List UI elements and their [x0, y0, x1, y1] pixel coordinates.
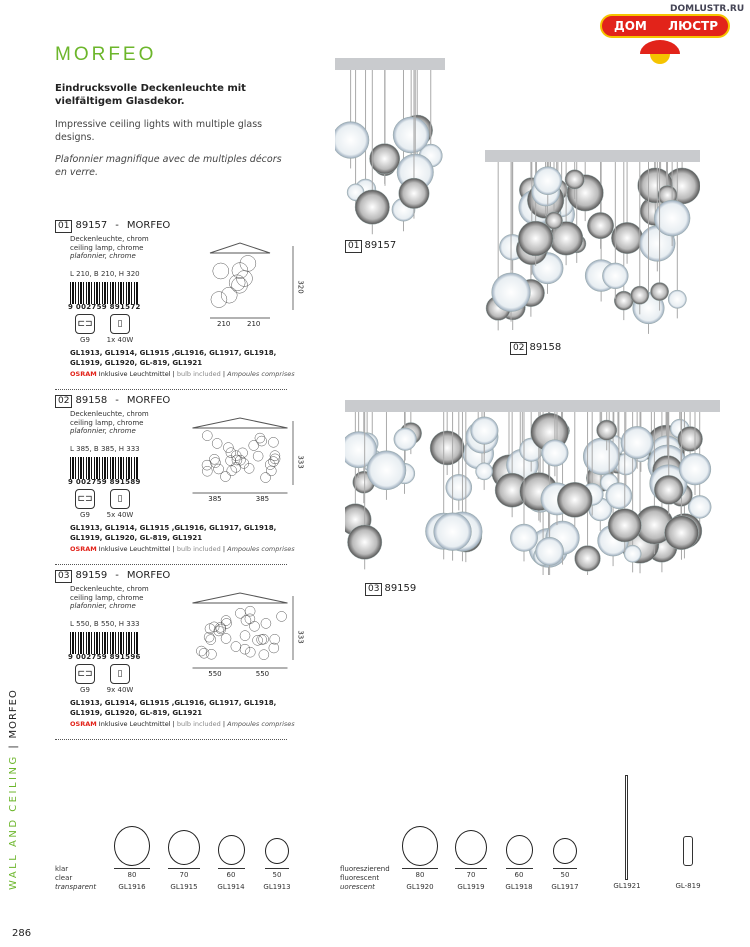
size-line: [265, 868, 289, 869]
product-entry: [55, 220, 305, 390]
brand-logo: [600, 14, 730, 38]
type-de: klar: [55, 865, 69, 873]
glass-ball-80: [114, 826, 150, 866]
glass-ball-50: [265, 838, 289, 864]
sketch-ball: [259, 650, 269, 660]
bulb-icon: ▯: [110, 314, 130, 334]
size-line: [402, 868, 438, 869]
sketch-ball: [199, 648, 209, 658]
glass-ball: [370, 144, 400, 174]
compatible-bulbs: GL1913, GL1914, GL1915 ,GL1916, GL1917, GL1918, GL1919, GL1920, GL-819, GL1921: [70, 699, 277, 717]
size-line: [168, 868, 200, 869]
sketch-ball: [240, 644, 250, 654]
glass-ball: [510, 524, 537, 551]
product-photo: [335, 58, 445, 238]
product-number: 02: [55, 395, 72, 408]
sketch-ball: [202, 431, 212, 441]
photo-number: 02: [510, 342, 527, 355]
glass-ball: [665, 516, 699, 550]
bulb-icon: ▯: [110, 489, 130, 509]
glass-ball: [606, 483, 632, 509]
sketch-ball: [231, 462, 241, 472]
sketch-ball: [227, 466, 237, 476]
glass-code: GL1915: [170, 883, 198, 891]
desc-de: Deckenleuchte, chrom: [70, 585, 149, 593]
sketch-ball: [268, 437, 278, 447]
sketch-ball: [253, 451, 263, 461]
product-description: [70, 585, 149, 611]
product-heading: [55, 220, 170, 233]
glass-ball: [654, 475, 683, 504]
desc-en: ceiling lamp, chrome: [70, 593, 144, 602]
glass-ball: [534, 167, 562, 195]
glass-ball-60: [506, 835, 533, 865]
dim-width-1: 550: [208, 670, 222, 678]
dim-width-2: 210: [247, 320, 261, 328]
heading-separator: -: [115, 220, 119, 231]
sketch-canopy: [210, 243, 270, 253]
sketch-ball: [221, 633, 231, 643]
product-dimensions: L 385, B 385, H 333: [70, 445, 140, 453]
glass-ball: [575, 546, 601, 572]
glass-size: 50: [560, 871, 570, 879]
osram-fr: Ampoules comprises: [227, 720, 295, 728]
barcode-number: 9 002759 891572: [68, 303, 141, 311]
glass-ball: [492, 273, 531, 312]
glass-ball: [393, 117, 429, 153]
sketch-ball: [202, 460, 212, 470]
cylinder-code: GL-819: [675, 882, 701, 890]
logo-text-left: ДОМ: [614, 19, 647, 33]
glass-size: 60: [226, 871, 236, 879]
lamp-canopy: [335, 58, 445, 70]
lamp-canopy: [345, 400, 720, 412]
logo-lamp-icon: [640, 40, 680, 54]
intro-en: Impressive ceiling lights with multiple glass designs.: [55, 119, 263, 143]
glass-ball: [602, 263, 628, 289]
product-name: MORFEO: [126, 220, 171, 231]
type-en: clear: [55, 874, 73, 882]
photo-label: [510, 342, 561, 355]
logo-text-right: ЛЮСТР: [668, 19, 718, 33]
sketch-ball: [220, 472, 230, 482]
osram-de: Inklusive Leuchtmittel: [98, 370, 171, 378]
glass-size: 80: [415, 871, 425, 879]
glass-code: GL1913: [263, 883, 291, 891]
product-entry: [55, 395, 305, 565]
product-description: [70, 235, 149, 261]
glass-ball-80: [402, 826, 438, 866]
glass-ball: [597, 420, 617, 440]
side-sep: |: [8, 744, 19, 749]
type-fr: transparent: [55, 883, 97, 891]
sketch-ball: [212, 438, 222, 448]
lamp-canopy: [485, 150, 700, 162]
glass-ball: [536, 537, 564, 565]
glass-code: GL1914: [217, 883, 245, 891]
photo-number: 03: [365, 583, 382, 596]
dim-height: 320: [296, 280, 305, 294]
glass-code: GL1918: [505, 883, 533, 891]
desc-en: ceiling lamp, chrome: [70, 243, 144, 252]
sketch-ball: [202, 466, 212, 476]
glass-cylinder: [683, 836, 693, 866]
glass-ball: [614, 291, 633, 310]
sketch-ball: [245, 647, 255, 657]
sketch-ball: [249, 440, 259, 450]
glass-size: 80: [127, 871, 137, 879]
glass-size: 60: [514, 871, 524, 879]
glass-ball: [650, 282, 668, 300]
barcode: [70, 632, 138, 654]
page-title: MORFEO: [55, 44, 157, 65]
glass-ball-50: [553, 838, 577, 864]
product-code: 89157: [75, 220, 108, 231]
desc-de: Deckenleuchte, chrom: [70, 235, 149, 243]
glass-ball: [542, 440, 569, 467]
compatible-bulbs: GL1913, GL1914, GL1915 ,GL1916, GL1917, GL1918, GL1919, GL1920, GL-819, GL1921: [70, 524, 277, 542]
sketch-ball: [261, 473, 271, 483]
glass-ball: [399, 178, 429, 208]
sketch-ball: [209, 454, 219, 464]
glass-ball: [583, 438, 620, 475]
glass-ball: [621, 426, 653, 458]
glass-code: GL1917: [551, 883, 579, 891]
sketch-ball: [244, 463, 254, 473]
sketch-ball: [196, 646, 206, 656]
glass-rod: [625, 775, 628, 880]
product-dimensions: L 550, B 550, H 333: [70, 620, 140, 628]
sketch-ball: [266, 466, 276, 476]
glass-ball: [367, 451, 406, 490]
glass-size: 70: [179, 871, 189, 879]
osram-logo: OSRAM: [70, 720, 97, 728]
photo-label: [365, 583, 416, 596]
glass-type-label: [340, 865, 390, 892]
heading-separator: -: [115, 570, 119, 581]
glass-code: GL1916: [118, 883, 146, 891]
sketch-ball: [265, 460, 275, 470]
osram-en: bulb included: [176, 545, 221, 553]
bulb-included-note: OSRAM Inklusive Leuchtmittel | bulb included | Ampoules comprises: [70, 545, 295, 553]
sketch-ball: [235, 608, 245, 618]
glass-size: 70: [466, 871, 476, 879]
glass-ball: [430, 431, 464, 465]
osram-en: bulb included: [176, 370, 221, 378]
bulb-icon: ▯: [110, 664, 130, 684]
glass-ball: [611, 222, 642, 253]
photo-label: [345, 240, 396, 253]
sketch-canopy: [193, 418, 288, 428]
glass-ball: [608, 509, 641, 542]
glass-size: 50: [272, 871, 282, 879]
sketch-ball: [211, 292, 227, 308]
glass-ball: [471, 417, 499, 445]
type-fr: uorescent: [340, 883, 375, 891]
dim-height: 333: [296, 630, 305, 644]
sketch-ball: [261, 618, 271, 628]
glass-ball-60: [218, 835, 245, 865]
glass-ball: [335, 122, 369, 159]
glass-ball: [434, 513, 472, 551]
product-description: [70, 410, 149, 436]
power-label: 5x 40W: [106, 511, 134, 519]
barcode-number: 9 002759 891589: [68, 478, 141, 486]
brand-site: DOMLUSTR.RU: [670, 4, 745, 14]
sketch-ball: [249, 621, 259, 631]
sketch-drawing: [190, 588, 300, 678]
sketch-ball: [255, 433, 265, 443]
size-line: [114, 868, 150, 869]
sketch-ball: [270, 634, 280, 644]
bulb-included-note: OSRAM Inklusive Leuchtmittel | bulb included | Ampoules comprises: [70, 720, 295, 728]
dimension-sketch: [190, 238, 305, 332]
sketch-ball: [206, 635, 216, 645]
desc-fr: plafonnier, chrome: [70, 427, 136, 435]
dim-width-1: 385: [208, 495, 222, 503]
glass-ball: [394, 428, 417, 451]
intro-fr: Plafonnier magnifique avec de multiples décors en verre.: [55, 154, 282, 178]
compatible-bulbs: GL1913, GL1914, GL1915 ,GL1916, GL1917, GL1918, GL1919, GL1920, GL-819, GL1921: [70, 349, 277, 367]
sketch-ball: [269, 643, 279, 653]
sketch-ball: [213, 263, 229, 279]
glass-ball: [518, 221, 553, 256]
desc-fr: plafonnier, chrome: [70, 602, 136, 610]
barcode: [70, 282, 138, 304]
osram-de: Inklusive Leuchtmittel: [98, 545, 171, 553]
sketch-drawing: [190, 413, 300, 503]
barcode-number: 9 002759 891596: [68, 653, 141, 661]
sketch-ball: [277, 611, 287, 621]
intro-de: Eindrucksvolle Deckenleuchte mit vielfältigem Glasdekor.: [55, 83, 246, 107]
osram-en: bulb included: [176, 720, 221, 728]
glass-ball: [476, 463, 493, 480]
dim-height: 333: [296, 455, 305, 469]
sketch-ball: [214, 626, 224, 636]
desc-en: ceiling lamp, chrome: [70, 418, 144, 427]
glass-ball-70: [168, 830, 200, 865]
glass-type-label: [55, 865, 96, 892]
glass-ball: [679, 453, 711, 485]
sketch-ball: [231, 642, 241, 652]
side-category: WALL AND CEILING: [8, 754, 19, 890]
desc-fr: plafonnier, chrome: [70, 252, 136, 260]
glass-code: GL1919: [457, 883, 485, 891]
socket-label: G9: [80, 686, 90, 694]
glass-ball: [631, 286, 649, 304]
glass-ball-70: [455, 830, 487, 865]
glass-code: GL1920: [406, 883, 434, 891]
size-line: [506, 868, 533, 869]
product-name: MORFEO: [126, 570, 171, 581]
type-de: fluoreszierend: [340, 865, 390, 873]
osram-de: Inklusive Leuchtmittel: [98, 720, 171, 728]
power-label: 1x 40W: [106, 336, 134, 344]
glass-ball: [624, 545, 641, 562]
heading-separator: -: [115, 395, 119, 406]
desc-de: Deckenleuchte, chrom: [70, 410, 149, 418]
dim-width-2: 385: [255, 495, 270, 503]
dim-width-1: 210: [217, 320, 231, 328]
product-code: 89158: [75, 395, 108, 406]
sketch-ball: [240, 631, 250, 641]
sketch-drawing: [190, 238, 300, 328]
glass-ball: [557, 482, 592, 517]
photo-code: 89159: [384, 583, 417, 594]
power-label: 9x 40W: [106, 686, 134, 694]
product-code: 89159: [75, 570, 108, 581]
product-number: 01: [55, 220, 72, 233]
product-heading: [55, 570, 170, 583]
product-photo: [485, 150, 700, 335]
sketch-canopy: [193, 593, 288, 603]
sketch-ball: [238, 448, 248, 458]
bulb-included-note: OSRAM Inklusive Leuchtmittel | bulb included | Ampoules comprises: [70, 370, 295, 378]
photo-number: 01: [345, 240, 362, 253]
osram-fr: Ampoules comprises: [227, 370, 295, 378]
product-dimensions: L 210, B 210, H 320: [70, 270, 140, 278]
product-entry: [55, 570, 305, 740]
socket-icon: ⊏⊐: [75, 489, 95, 509]
side-section-label: [8, 689, 19, 890]
osram-logo: OSRAM: [70, 370, 97, 378]
photo-code: 89157: [364, 240, 397, 251]
sketch-ball: [206, 649, 216, 659]
glass-ball: [355, 190, 389, 224]
product-number: 03: [55, 570, 72, 583]
photo-code: 89158: [529, 342, 562, 353]
size-line: [553, 868, 577, 869]
glass-ball: [587, 212, 613, 238]
socket-label: G9: [80, 511, 90, 519]
glass-ball: [347, 525, 381, 559]
product-name: MORFEO: [126, 395, 171, 406]
size-line: [218, 868, 245, 869]
size-line: [455, 868, 487, 869]
socket-label: G9: [80, 336, 90, 344]
glass-ball: [565, 170, 584, 189]
socket-icon: ⊏⊐: [75, 314, 95, 334]
socket-icon: ⊏⊐: [75, 664, 95, 684]
dimension-sketch: [190, 413, 305, 507]
osram-fr: Ampoules comprises: [227, 545, 295, 553]
sketch-ball: [257, 436, 267, 446]
osram-logo: OSRAM: [70, 545, 97, 553]
sketch-ball: [259, 634, 269, 644]
product-photo: [345, 400, 720, 575]
dim-width-2: 550: [255, 670, 270, 678]
glass-ball: [446, 474, 472, 500]
page-number: 286: [12, 928, 32, 939]
sketch-ball: [245, 614, 255, 624]
logo-bulb-icon: [650, 54, 670, 64]
product-heading: [55, 395, 170, 408]
barcode: [70, 457, 138, 479]
sketch-ball: [229, 275, 245, 291]
type-en: fluorescent: [340, 874, 380, 882]
rod-code: GL1921: [613, 882, 641, 890]
sketch-ball: [221, 287, 237, 303]
glass-ball: [668, 290, 686, 308]
dimension-sketch: [190, 588, 305, 682]
sketch-ball: [245, 606, 255, 616]
sketch-ball: [232, 277, 248, 293]
side-name: MORFEO: [8, 689, 19, 739]
